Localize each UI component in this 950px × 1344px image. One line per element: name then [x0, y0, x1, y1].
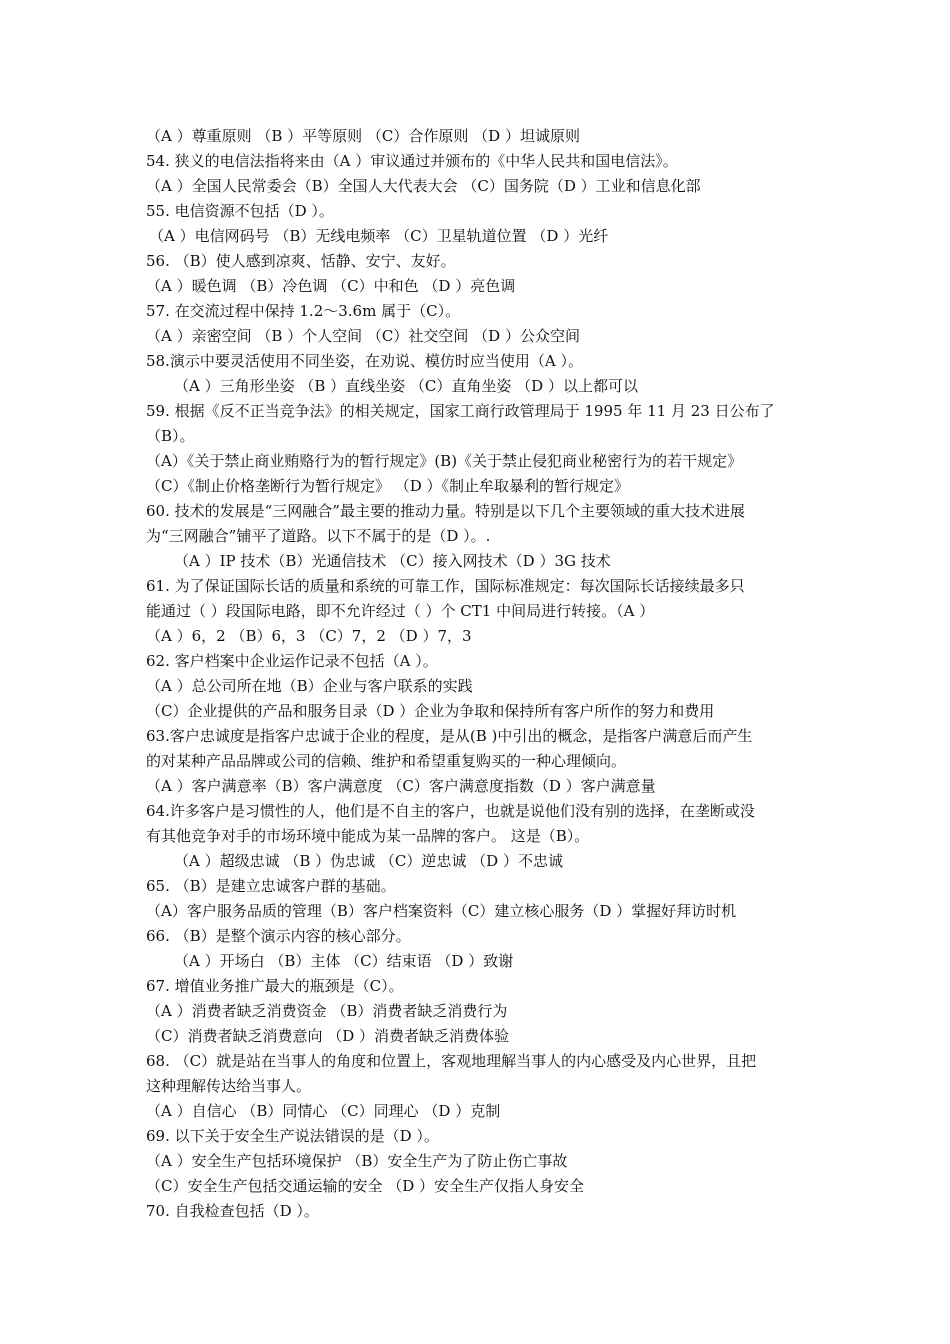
question-56: 56. （B）使人感到凉爽、恬静、安宁、友好。: [146, 252, 456, 270]
answer-options-line: （A ）6，2 （B）6，3 （C）7，2 （D ）7，3: [146, 627, 472, 645]
answer-options-line: （A ）亲密空间 （B ）个人空间 （C）社交空间 （D ）公众空间: [146, 327, 580, 345]
answer-options-line: （A ）自信心 （B）同情心 （C）同理心 （D ）克制: [146, 1102, 501, 1120]
answer-options-line: （A ）三角形坐姿 （B ）直线坐姿 （C）直角坐姿 （D ）以上都可以: [174, 377, 638, 395]
question-70: 70. 自我检查包括（D ）。: [146, 1202, 319, 1220]
answer-options-line: （A ）电信网码号 （B）无线电频率 （C）卫星轨道位置 （D ）光纤: [149, 227, 609, 245]
answer-options-line: （A ）超级忠诚 （B ）伪忠诚 （C）逆忠诚 （D ）不忠诚: [174, 852, 563, 870]
question-59: 59. 根据《反不正当竞争法》的相关规定，国家工商行政管理局于 1995 年 11 月 23 日公布了: [146, 402, 775, 420]
answer-options-line: （A ）消费者缺乏消费资金 （B）消费者缺乏消费行为: [146, 1002, 508, 1020]
question-61: 61. 为了保证国际长话的质量和系统的可靠工作，国际标准规定：每次国际长话接续最多只: [146, 577, 745, 595]
question-60: 60. 技术的发展是“三网融合”最主要的推动力量。特别是以下几个主要领域的重大技术进展: [146, 502, 745, 520]
answer-options-line: （C）企业提供的产品和服务目录（D ）企业为争取和保持所有客户所作的努力和费用: [146, 702, 715, 720]
answer-options-line: （A）客户服务品质的管理（B）客户档案资料（C）建立核心服务（D ）掌握好拜访时机: [146, 902, 737, 920]
question-65: 65. （B）是建立忠诚客户群的基础。: [146, 877, 396, 895]
question-61-cont: 能通过（ ）段国际电路，即不允许经过（ ）个 CT1 中间局进行转接。（A ）: [146, 602, 655, 620]
answer-options-line: （A ）IP 技术（B）光通信技术 （C）接入网技术（D ）3G 技术: [174, 552, 611, 570]
answer-options-line: （A ）总公司所在地（B）企业与客户联系的实践: [146, 677, 473, 695]
question-57: 57. 在交流过程中保持 1.2～3.6m 属于（C）。: [146, 302, 461, 320]
question-63: 63.客户忠诚度是指客户忠诚于企业的程度，是从(B )中引出的概念，是指客户满意后而产生: [146, 727, 753, 745]
question-58: 58.演示中要灵活使用不同坐姿，在劝说、模仿时应当使用（A ）。: [146, 352, 583, 370]
answer-options-line: （C）安全生产包括交通运输的安全 （D ）安全生产仅指人身安全: [146, 1177, 585, 1195]
question-69: 69. 以下关于安全生产说法错误的是（D ）。: [146, 1127, 439, 1145]
question-60-cont: 为“三网融合”铺平了道路。以下不属于的是（D ）。.: [146, 527, 491, 545]
question-59-cont: （B）。: [146, 427, 195, 445]
question-63-cont: 的对某种产品品牌或公司的信赖、维护和希望重复购买的一种心理倾向。: [146, 752, 627, 770]
question-67: 67. 增值业务推广最大的瓶颈是（C）。: [146, 977, 404, 995]
answer-options-line: （A ）安全生产包括环境保护 （B）安全生产为了防止伤亡事故: [146, 1152, 568, 1170]
answer-options-line: （A ）暖色调 （B）冷色调 （C）中和色 （D ）亮色调: [146, 277, 516, 295]
answer-options-line: （A ）尊重原则 （B ）平等原则 （C）合作原则 （D ）坦诚原则: [146, 127, 580, 145]
question-68: 68. （C）就是站在当事人的角度和位置上，客观地理解当事人的内心感受及内心世界，且把: [146, 1052, 757, 1070]
question-68-cont: 这种理解传达给当事人。: [146, 1077, 312, 1095]
answer-options-line: （A）《关于禁止商业贿赂行为的暂行规定》(B)《关于禁止侵犯商业秘密行为的若干规定》: [146, 452, 743, 470]
answer-options-line: （C）消费者缺乏消费意向 （D ）消费者缺乏消费体验: [146, 1027, 510, 1045]
question-62: 62. 客户档案中企业运作记录不包括（A ）。: [146, 652, 438, 670]
answer-options-line: （C）《制止价格垄断行为暂行规定》 （D ）《制止牟取暴利的暂行规定》: [146, 477, 630, 495]
question-64: 64.许多客户是习惯性的人，他们是不自主的客户，也就是说他们没有别的选择，在垄断或没: [146, 802, 755, 820]
answer-options-line: （A ）开场白 （B）主体 （C）结束语 （D ）致谢: [174, 952, 514, 970]
question-55: 55. 电信资源不包括（D ）。: [146, 202, 334, 220]
question-64-cont: 有其他竞争对手的市场环境中能成为某一品牌的客户。 这是（B）。: [146, 827, 590, 845]
answer-options-line: （A ）客户满意率（B）客户满意度 （C）客户满意度指数（D ）客户满意量: [146, 777, 656, 795]
answer-options-line: （A ）全国人民常委会（B）全国人大代表大会 （C）国务院（D ）工业和信息化部: [146, 177, 701, 195]
question-54: 54. 狭义的电信法指将来由（A ）审议通过并颁布的《中华人民共和国电信法》。: [146, 152, 678, 170]
question-66: 66. （B）是整个演示内容的核心部分。: [146, 927, 411, 945]
